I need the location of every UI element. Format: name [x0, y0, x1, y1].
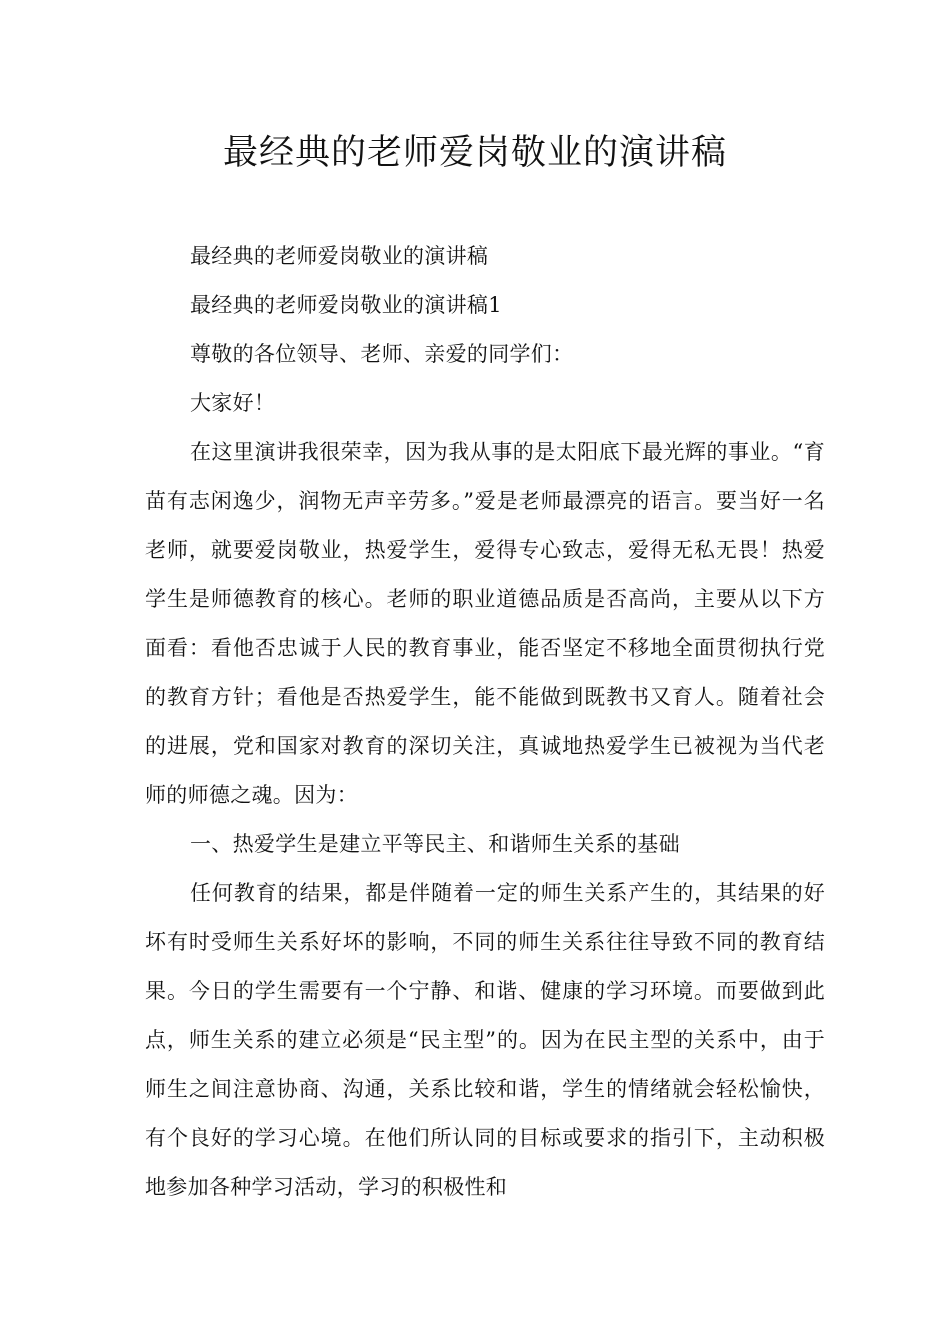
document-title: 最经典的老师爱岗敬业的演讲稿 — [222, 133, 727, 173]
paragraph-heading-1: 最经典的老师爱岗敬业的演讲稿1 — [190, 293, 502, 317]
paragraph-subtitle: 最经典的老师爱岗敬业的演讲稿 — [190, 244, 489, 268]
paragraph-salutation: 尊敬的各位领导、老师、亲爱的同学们： — [190, 342, 574, 366]
document-body — [145, 232, 825, 1212]
paragraph-greeting: 大家好！ — [190, 391, 276, 415]
paragraph-intro: 在这里演讲我很荣幸，因为我从事的是太阳底下最光辉的事业。“育苗有志闲逸少，润物无声辛劳多。”爱是老师最漂亮的语言。要当好一名老师，就要爱岗敬业，热爱学生，爱得专心致志，爱得无私无畏！热爱学生是师德教育的核心。老师的职业道德品质是否高尚，主要从以下方面看：看他否忠诚于人民的教育事业，能否坚定不移地全面贯彻执行党的教育方针；看他是否热爱学生，能不能做到既教书又育人。随着社会的进展，党和国家对教育的深切关注，真诚地热爱学生已被视为当代老师的师德之魂。因为： — [145, 440, 825, 807]
paragraph-section-body: 任何教育的结果，都是伴随着一定的师生关系产生的，其结果的好坏有时受师生关系好坏的影响，不同的师生关系往往导致不同的教育结果。今日的学生需要有一个宁静、和谐、健康的学习环境。而要做到此点，师生关系的建立必须是“民主型”的。因为在民主型的关系中，由于师生之间注意协商、沟通，关系比较和谐，学生的情绪就会轻松愉快，有个良好的学习心境。在他们所认同的目标或要求的指引下，主动积极地参加各种学习活动，学习的积极性和 — [145, 881, 825, 1199]
paragraph-section-heading: 一、热爱学生是建立平等民主、和谐师生关系的基础 — [190, 832, 680, 856]
